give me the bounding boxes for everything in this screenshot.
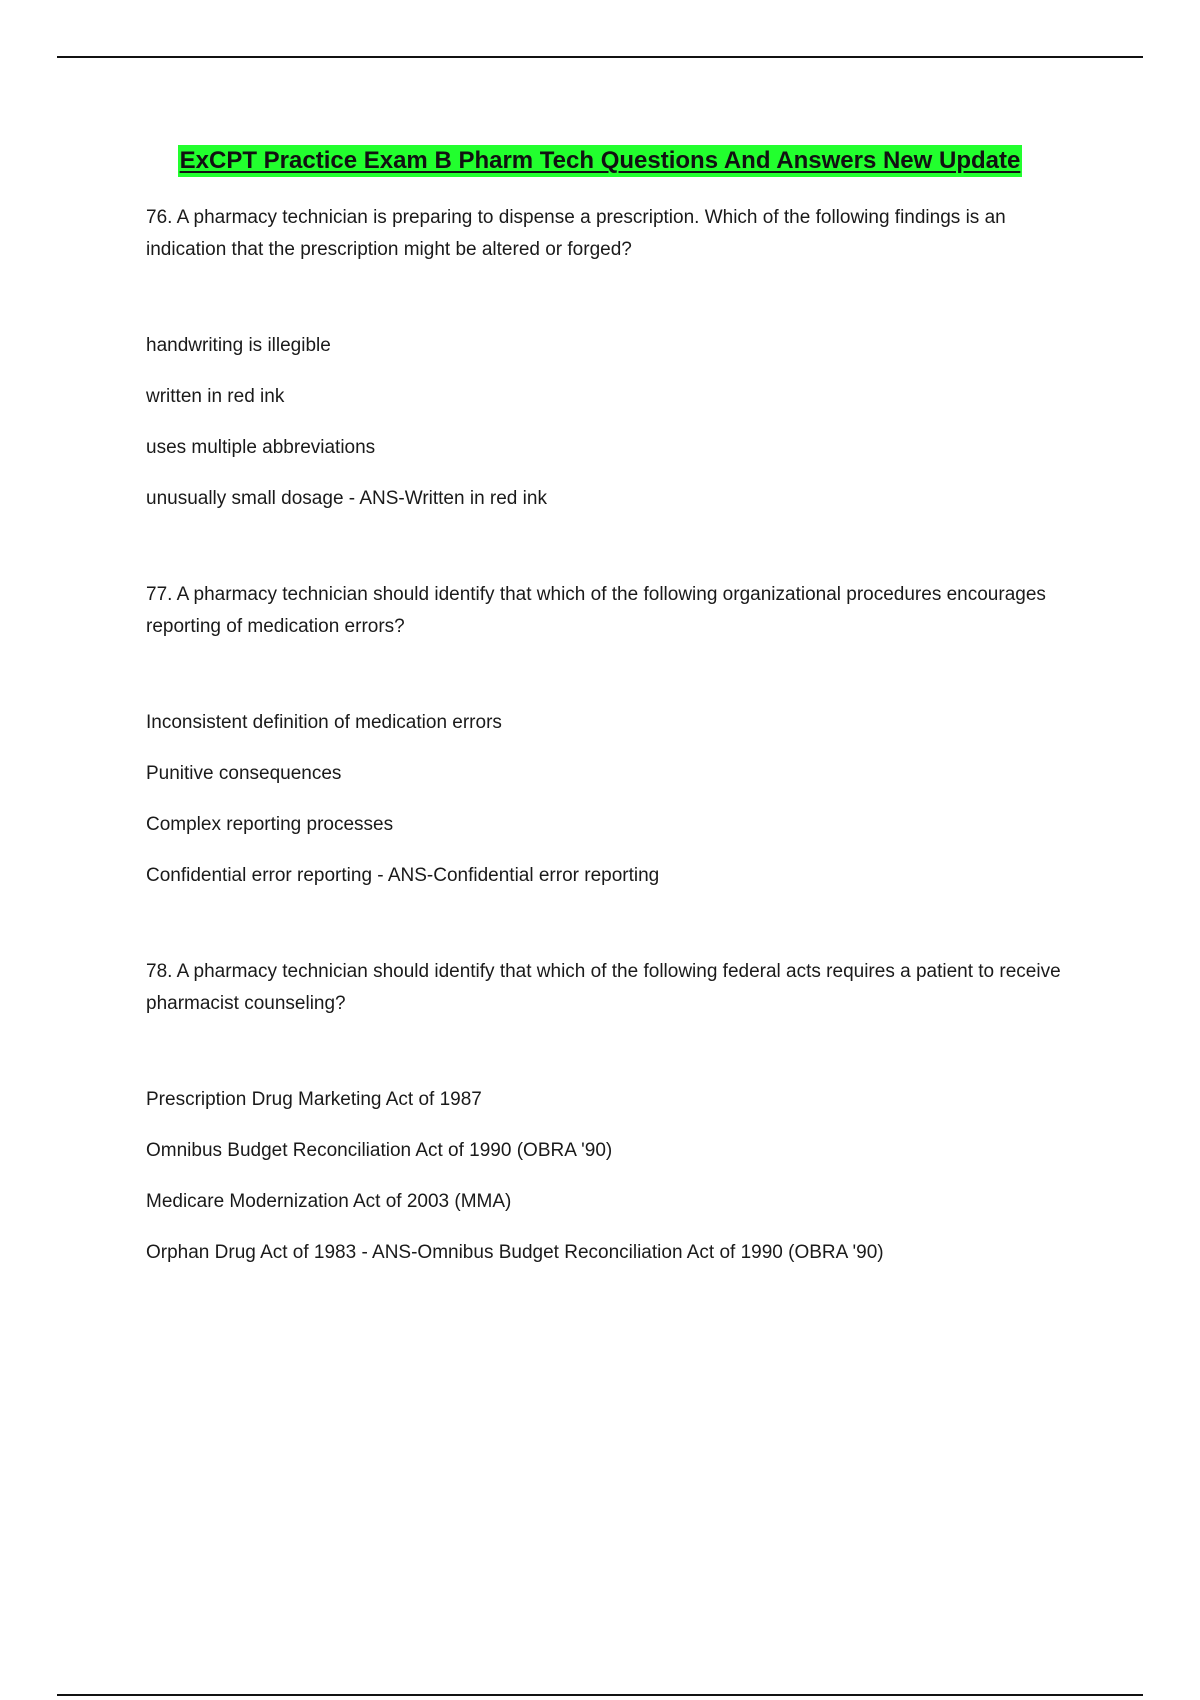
answer-options bbox=[146, 707, 1086, 892]
answer-option: handwriting is illegible bbox=[146, 335, 331, 356]
answer-option: Punitive consequences bbox=[146, 763, 342, 784]
question-text: 78. A pharmacy technician should identify that which of the following federal acts requires a patient to receive pharmacist counseling? bbox=[146, 961, 1061, 1014]
answer-option-with-key: Orphan Drug Act of 1983 - ANS-Omnibus Budget Reconciliation Act of 1990 (OBRA '90) bbox=[146, 1242, 884, 1263]
answer-option: Prescription Drug Marketing Act of 1987 bbox=[146, 1089, 482, 1110]
question-block-78 bbox=[146, 956, 1086, 1269]
question-text: 76. A pharmacy technician is preparing to dispense a prescription. Which of the following findings is an indication that the prescription might be altered or forged? bbox=[146, 207, 1006, 260]
answer-option-with-key: unusually small dosage - ANS-Written in red ink bbox=[146, 488, 547, 509]
answer-option: Medicare Modernization Act of 2003 (MMA) bbox=[146, 1191, 512, 1212]
question-block-77 bbox=[146, 579, 1086, 892]
answer-option: uses multiple abbreviations bbox=[146, 437, 376, 458]
answer-option-with-key: Confidential error reporting - ANS-Confidential error reporting bbox=[146, 865, 660, 886]
document-body bbox=[146, 202, 1086, 1288]
header-rule bbox=[57, 56, 1143, 58]
question-block-76 bbox=[146, 202, 1086, 515]
title-container bbox=[0, 145, 1200, 177]
answer-options bbox=[146, 330, 1086, 515]
answer-option: written in red ink bbox=[146, 386, 285, 407]
answer-option: Inconsistent definition of medication errors bbox=[146, 712, 502, 733]
question-text: 77. A pharmacy technician should identify that which of the following organizational procedures encourages reporting of medication errors? bbox=[146, 584, 1046, 637]
answer-option: Complex reporting processes bbox=[146, 814, 394, 835]
answer-options bbox=[146, 1084, 1086, 1269]
answer-option: Omnibus Budget Reconciliation Act of 1990 (OBRA '90) bbox=[146, 1140, 613, 1161]
document-title: ExCPT Practice Exam B Pharm Tech Questions And Answers New Update bbox=[178, 145, 1023, 177]
footer-rule bbox=[57, 1694, 1143, 1696]
